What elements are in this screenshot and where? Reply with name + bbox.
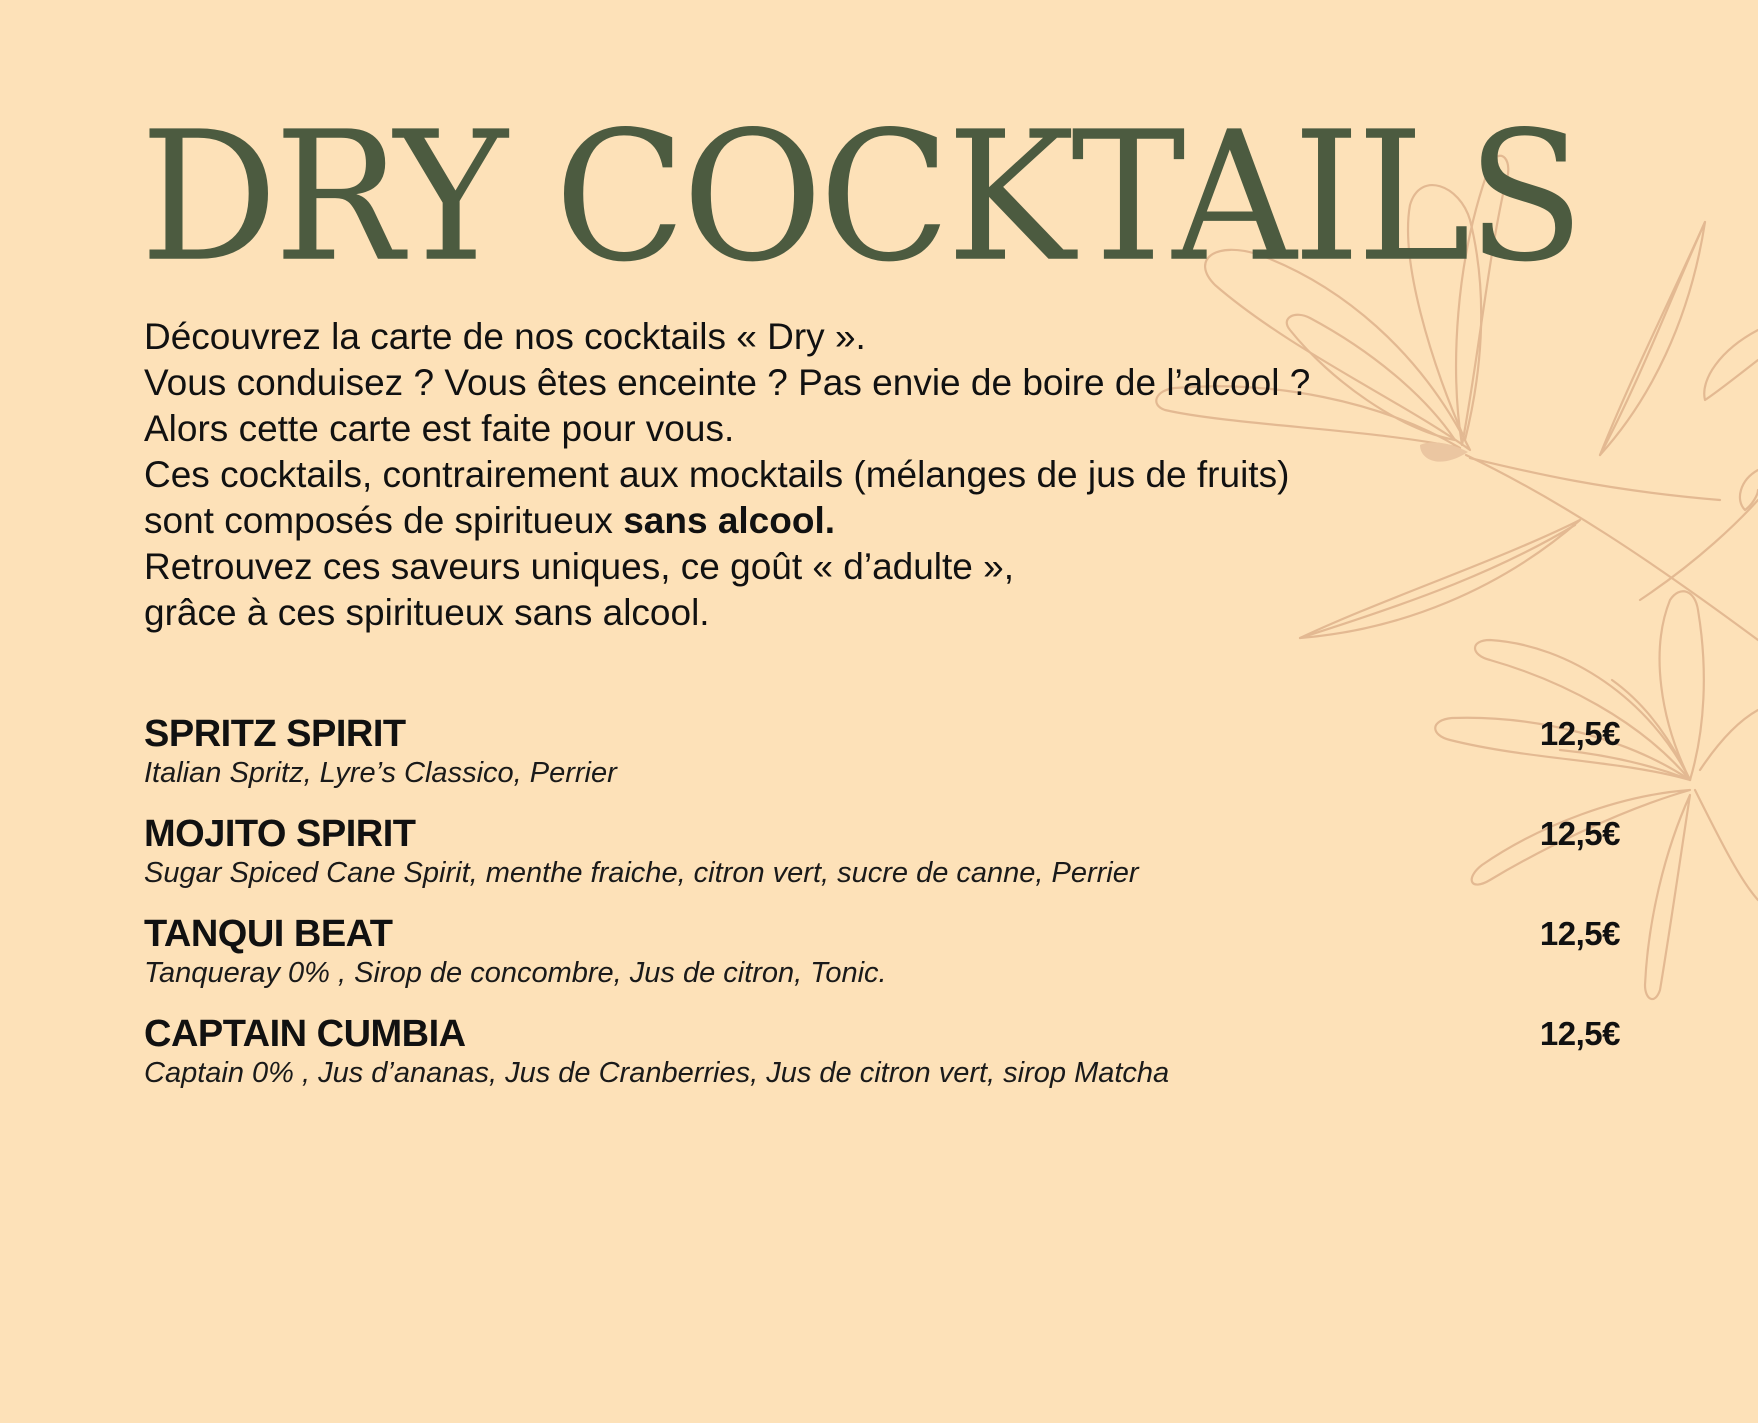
item-description: Sugar Spiced Cane Spirit, menthe fraiche, citron vert, sucre de canne, Perrier: [144, 857, 1139, 889]
menu-item: [144, 712, 1620, 812]
menu-item: [144, 812, 1620, 912]
page-title: DRY COCKTAILS: [140, 92, 1581, 302]
item-name: MOJITO SPIRIT: [144, 813, 416, 855]
menu-item: [144, 912, 1620, 1012]
intro-line: Retrouvez ces saveurs uniques, ce goût « d’adulte »,: [144, 546, 1015, 587]
item-name: SPRITZ SPIRIT: [144, 713, 406, 755]
intro-line: [144, 498, 1484, 544]
intro-text: [144, 314, 1484, 636]
intro-line-text: sont composés de spiritueux: [144, 500, 624, 541]
menu-item: [144, 1012, 1620, 1112]
intro-line: Vous conduisez ? Vous êtes enceinte ? Pas envie de boire de l’alcool ?: [144, 362, 1311, 403]
item-name: TANQUI BEAT: [144, 913, 393, 955]
item-description: Italian Spritz, Lyre’s Classico, Perrier: [144, 757, 617, 789]
menu-list: [144, 712, 1620, 1112]
intro-line: Ces cocktails, contrairement aux mocktails (mélanges de jus de fruits): [144, 454, 1290, 495]
intro-line: grâce à ces spiritueux sans alcool.: [144, 592, 710, 633]
item-name: CAPTAIN CUMBIA: [144, 1013, 466, 1055]
item-price: 12,5€: [1539, 1015, 1620, 1052]
item-price: 12,5€: [1539, 915, 1620, 952]
intro-emphasis: sans alcool.: [623, 500, 836, 541]
intro-line: Découvrez la carte de nos cocktails « Dry ».: [144, 316, 866, 357]
item-description: Captain 0% , Jus d’ananas, Jus de Cranberries, Jus de citron vert, sirop Matcha: [144, 1057, 1170, 1089]
item-price: 12,5€: [1539, 815, 1620, 852]
intro-line: Alors cette carte est faite pour vous.: [144, 408, 735, 449]
item-price: 12,5€: [1539, 715, 1620, 752]
item-description: Tanqueray 0% , Sirop de concombre, Jus de citron, Tonic.: [144, 957, 887, 989]
